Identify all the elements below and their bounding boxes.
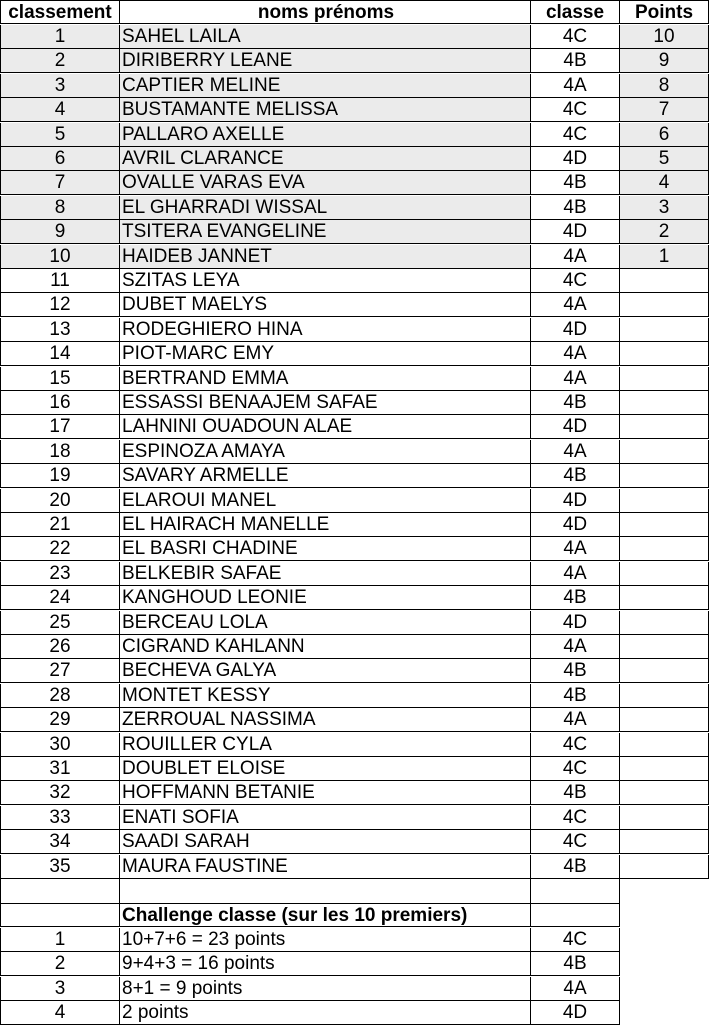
name-cell[interactable]: SAVARY ARMELLE bbox=[120, 464, 531, 488]
points-cell[interactable] bbox=[620, 684, 709, 708]
points-cell[interactable]: 1 bbox=[620, 245, 709, 269]
points-cell[interactable]: 3 bbox=[620, 196, 709, 220]
class-cell[interactable]: 4A bbox=[531, 708, 620, 732]
rank-cell[interactable]: 21 bbox=[0, 513, 120, 537]
class-cell[interactable]: 4A bbox=[531, 245, 620, 269]
rank-cell[interactable]: 24 bbox=[0, 586, 120, 610]
rank-cell[interactable]: 5 bbox=[0, 123, 120, 147]
name-cell[interactable]: PALLARO AXELLE bbox=[120, 123, 531, 147]
empty-cell[interactable] bbox=[531, 879, 620, 903]
name-cell[interactable]: ELAROUI MANEL bbox=[120, 489, 531, 513]
points-cell[interactable]: 7 bbox=[620, 98, 709, 122]
name-cell[interactable]: CAPTIER MELINE bbox=[120, 74, 531, 98]
points-cell[interactable] bbox=[620, 391, 709, 415]
challenge-detail-cell[interactable]: 10+7+6 = 23 points bbox=[120, 928, 531, 952]
points-cell[interactable] bbox=[620, 806, 709, 830]
name-cell[interactable]: OVALLE VARAS EVA bbox=[120, 171, 531, 195]
name-cell[interactable]: HAIDEB JANNET bbox=[120, 245, 531, 269]
name-cell[interactable]: KANGHOUD LEONIE bbox=[120, 586, 531, 610]
name-cell[interactable]: ENATI SOFIA bbox=[120, 806, 531, 830]
rank-cell[interactable]: 18 bbox=[0, 440, 120, 464]
rank-cell[interactable]: 4 bbox=[0, 98, 120, 122]
class-cell[interactable]: 4D bbox=[531, 415, 620, 439]
class-cell[interactable]: 4D bbox=[531, 513, 620, 537]
class-cell[interactable]: 4C bbox=[531, 733, 620, 757]
name-cell[interactable]: RODEGHIERO HINA bbox=[120, 318, 531, 342]
rank-cell[interactable]: 32 bbox=[0, 781, 120, 805]
class-cell[interactable]: 4D bbox=[531, 147, 620, 171]
points-cell[interactable] bbox=[620, 464, 709, 488]
class-cell[interactable]: 4B bbox=[531, 464, 620, 488]
rank-cell[interactable]: 11 bbox=[0, 269, 120, 293]
class-cell[interactable]: 4B bbox=[531, 684, 620, 708]
name-cell[interactable]: ROUILLER CYLA bbox=[120, 733, 531, 757]
challenge-class-cell[interactable]: 4A bbox=[531, 977, 620, 1001]
rank-cell[interactable]: 35 bbox=[0, 855, 120, 879]
rank-cell[interactable]: 13 bbox=[0, 318, 120, 342]
name-cell[interactable]: EL BASRI CHADINE bbox=[120, 537, 531, 561]
points-cell[interactable] bbox=[620, 269, 709, 293]
name-cell[interactable]: EL GHARRADI WISSAL bbox=[120, 196, 531, 220]
rank-cell[interactable]: 31 bbox=[0, 757, 120, 781]
rank-cell[interactable]: 3 bbox=[0, 74, 120, 98]
points-cell[interactable] bbox=[620, 611, 709, 635]
rank-cell[interactable]: 7 bbox=[0, 171, 120, 195]
challenge-class-cell[interactable]: 4C bbox=[531, 928, 620, 952]
class-cell[interactable]: 4B bbox=[531, 659, 620, 683]
rank-cell[interactable]: 6 bbox=[0, 147, 120, 171]
rank-cell[interactable]: 8 bbox=[0, 196, 120, 220]
empty-cell[interactable] bbox=[120, 879, 531, 903]
points-cell[interactable]: 6 bbox=[620, 123, 709, 147]
header-name[interactable]: noms prénoms bbox=[120, 0, 531, 24]
name-cell[interactable]: DIRIBERRY LEANE bbox=[120, 49, 531, 73]
rank-cell[interactable]: 25 bbox=[0, 611, 120, 635]
class-cell[interactable]: 4A bbox=[531, 367, 620, 391]
points-cell[interactable] bbox=[620, 342, 709, 366]
class-cell[interactable]: 4D bbox=[531, 318, 620, 342]
points-cell[interactable] bbox=[620, 586, 709, 610]
challenge-rank-cell[interactable]: 2 bbox=[0, 952, 120, 976]
class-cell[interactable]: 4D bbox=[531, 611, 620, 635]
class-cell[interactable]: 4A bbox=[531, 342, 620, 366]
class-cell[interactable]: 4C bbox=[531, 269, 620, 293]
points-cell[interactable] bbox=[620, 318, 709, 342]
empty-cell[interactable] bbox=[0, 879, 120, 903]
points-cell[interactable]: 2 bbox=[620, 220, 709, 244]
empty-cell[interactable] bbox=[0, 903, 120, 927]
challenge-rank-cell[interactable]: 4 bbox=[0, 1001, 120, 1025]
class-cell[interactable]: 4C bbox=[531, 123, 620, 147]
points-cell[interactable] bbox=[620, 659, 709, 683]
name-cell[interactable]: MONTET KESSY bbox=[120, 684, 531, 708]
rank-cell[interactable]: 9 bbox=[0, 220, 120, 244]
points-cell[interactable] bbox=[620, 440, 709, 464]
points-cell[interactable] bbox=[620, 708, 709, 732]
name-cell[interactable]: TSITERA EVANGELINE bbox=[120, 220, 531, 244]
points-cell[interactable] bbox=[620, 757, 709, 781]
name-cell[interactable]: BERCEAU LOLA bbox=[120, 611, 531, 635]
challenge-title[interactable]: Challenge classe (sur les 10 premiers) bbox=[120, 903, 531, 927]
points-cell[interactable] bbox=[620, 830, 709, 854]
points-cell[interactable]: 9 bbox=[620, 49, 709, 73]
rank-cell[interactable]: 22 bbox=[0, 537, 120, 561]
class-cell[interactable]: 4D bbox=[531, 489, 620, 513]
class-cell[interactable]: 4B bbox=[531, 586, 620, 610]
rank-cell[interactable]: 26 bbox=[0, 635, 120, 659]
name-cell[interactable]: HOFFMANN BETANIE bbox=[120, 781, 531, 805]
rank-cell[interactable]: 14 bbox=[0, 342, 120, 366]
rank-cell[interactable]: 15 bbox=[0, 367, 120, 391]
points-cell[interactable] bbox=[620, 513, 709, 537]
name-cell[interactable]: MAURA FAUSTINE bbox=[120, 855, 531, 879]
rank-cell[interactable]: 23 bbox=[0, 562, 120, 586]
points-cell[interactable] bbox=[620, 489, 709, 513]
points-cell[interactable] bbox=[620, 562, 709, 586]
class-cell[interactable]: 4B bbox=[531, 171, 620, 195]
name-cell[interactable]: DUBET MAELYS bbox=[120, 293, 531, 317]
name-cell[interactable]: BECHEVA GALYA bbox=[120, 659, 531, 683]
points-cell[interactable]: 5 bbox=[620, 147, 709, 171]
class-cell[interactable]: 4A bbox=[531, 562, 620, 586]
empty-cell[interactable] bbox=[531, 903, 620, 927]
class-cell[interactable]: 4A bbox=[531, 635, 620, 659]
name-cell[interactable]: SAADI SARAH bbox=[120, 830, 531, 854]
rank-cell[interactable]: 1 bbox=[0, 25, 120, 49]
class-cell[interactable]: 4C bbox=[531, 757, 620, 781]
points-cell[interactable] bbox=[620, 781, 709, 805]
challenge-rank-cell[interactable]: 1 bbox=[0, 928, 120, 952]
name-cell[interactable]: ESPINOZA AMAYA bbox=[120, 440, 531, 464]
class-cell[interactable]: 4B bbox=[531, 391, 620, 415]
points-cell[interactable] bbox=[620, 537, 709, 561]
name-cell[interactable]: BELKEBIR SAFAE bbox=[120, 562, 531, 586]
points-cell[interactable]: 10 bbox=[620, 25, 709, 49]
name-cell[interactable]: AVRIL CLARANCE bbox=[120, 147, 531, 171]
class-cell[interactable]: 4B bbox=[531, 49, 620, 73]
rank-cell[interactable]: 12 bbox=[0, 293, 120, 317]
name-cell[interactable]: SAHEL LAILA bbox=[120, 25, 531, 49]
class-cell[interactable]: 4B bbox=[531, 196, 620, 220]
points-cell[interactable] bbox=[620, 855, 709, 879]
points-cell[interactable] bbox=[620, 733, 709, 757]
name-cell[interactable]: ESSASSI BENAAJEM SAFAE bbox=[120, 391, 531, 415]
class-cell[interactable]: 4B bbox=[531, 781, 620, 805]
rank-cell[interactable]: 33 bbox=[0, 806, 120, 830]
challenge-rank-cell[interactable]: 3 bbox=[0, 977, 120, 1001]
points-cell[interactable]: 8 bbox=[620, 74, 709, 98]
rank-cell[interactable]: 34 bbox=[0, 830, 120, 854]
rank-cell[interactable]: 29 bbox=[0, 708, 120, 732]
header-points[interactable]: Points bbox=[620, 0, 709, 24]
name-cell[interactable]: CIGRAND KAHLANN bbox=[120, 635, 531, 659]
points-cell[interactable] bbox=[620, 635, 709, 659]
class-cell[interactable]: 4A bbox=[531, 440, 620, 464]
points-cell[interactable] bbox=[620, 367, 709, 391]
challenge-detail-cell[interactable]: 8+1 = 9 points bbox=[120, 977, 531, 1001]
points-cell[interactable] bbox=[620, 415, 709, 439]
challenge-detail-cell[interactable]: 9+4+3 = 16 points bbox=[120, 952, 531, 976]
name-cell[interactable]: PIOT-MARC EMY bbox=[120, 342, 531, 366]
class-cell[interactable]: 4A bbox=[531, 537, 620, 561]
rank-cell[interactable]: 10 bbox=[0, 245, 120, 269]
name-cell[interactable]: LAHNINI OUADOUN ALAE bbox=[120, 415, 531, 439]
class-cell[interactable]: 4A bbox=[531, 74, 620, 98]
name-cell[interactable]: BERTRAND EMMA bbox=[120, 367, 531, 391]
class-cell[interactable]: 4A bbox=[531, 293, 620, 317]
rank-cell[interactable]: 30 bbox=[0, 733, 120, 757]
name-cell[interactable]: BUSTAMANTE MELISSA bbox=[120, 98, 531, 122]
rank-cell[interactable]: 20 bbox=[0, 489, 120, 513]
class-cell[interactable]: 4C bbox=[531, 830, 620, 854]
rank-cell[interactable]: 27 bbox=[0, 659, 120, 683]
name-cell[interactable]: SZITAS LEYA bbox=[120, 269, 531, 293]
name-cell[interactable]: ZERROUAL NASSIMA bbox=[120, 708, 531, 732]
name-cell[interactable]: EL HAIRACH MANELLE bbox=[120, 513, 531, 537]
challenge-detail-cell[interactable]: 2 points bbox=[120, 1001, 531, 1025]
class-cell[interactable]: 4C bbox=[531, 25, 620, 49]
rank-cell[interactable]: 2 bbox=[0, 49, 120, 73]
rank-cell[interactable]: 19 bbox=[0, 464, 120, 488]
points-cell[interactable] bbox=[620, 293, 709, 317]
points-cell[interactable]: 4 bbox=[620, 171, 709, 195]
challenge-class-cell[interactable]: 4B bbox=[531, 952, 620, 976]
name-cell[interactable]: DOUBLET ELOISE bbox=[120, 757, 531, 781]
class-cell[interactable]: 4B bbox=[531, 855, 620, 879]
class-cell[interactable]: 4C bbox=[531, 98, 620, 122]
class-cell[interactable]: 4D bbox=[531, 220, 620, 244]
rank-cell[interactable]: 17 bbox=[0, 415, 120, 439]
header-rank[interactable]: classement bbox=[0, 0, 120, 24]
rank-cell[interactable]: 28 bbox=[0, 684, 120, 708]
class-cell[interactable]: 4C bbox=[531, 806, 620, 830]
rank-cell[interactable]: 16 bbox=[0, 391, 120, 415]
challenge-class-cell[interactable]: 4D bbox=[531, 1001, 620, 1025]
header-class[interactable]: classe bbox=[531, 0, 620, 24]
